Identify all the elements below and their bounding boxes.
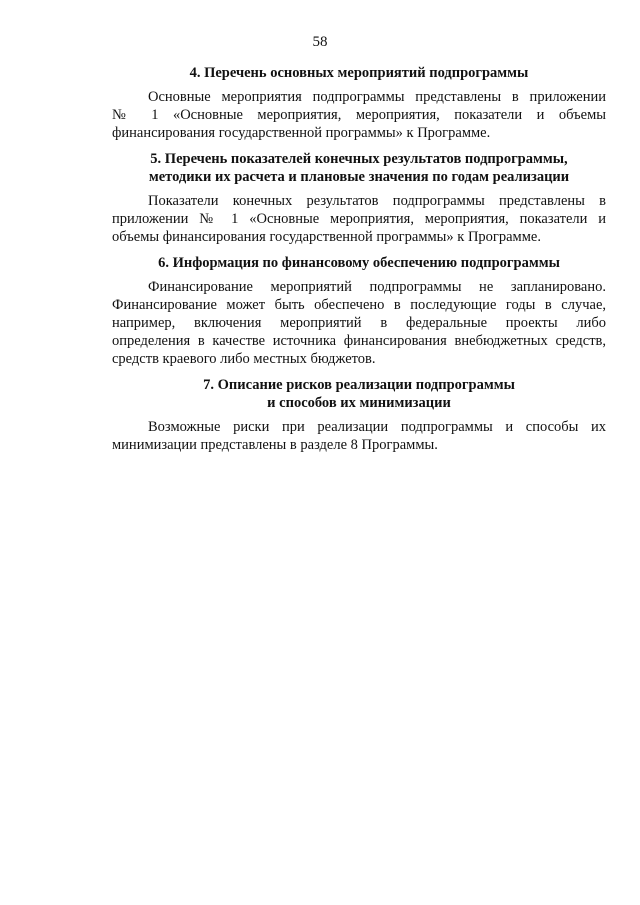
- section-7: [112, 376, 606, 454]
- paragraph-line: средств краевого либо местных бюджетов.: [112, 351, 376, 367]
- paragraph-line: Финансирование может быть обеспечено в последующие годы в случае,: [112, 297, 606, 313]
- paragraph-line: Основные мероприятия подпрограммы представлены в приложении: [148, 89, 606, 105]
- section-4-heading: [112, 64, 606, 82]
- page-number: 58: [312, 34, 328, 50]
- heading-line: 4. Перечень основных мероприятий подпрограммы: [189, 65, 529, 81]
- section-4: [112, 64, 606, 142]
- paragraph-line: финансирования государственной программы» к Программе.: [112, 125, 491, 141]
- paragraph-line: приложении № 1 «Основные мероприятия, мероприятия, показатели и: [112, 211, 606, 227]
- heading-line: 5. Перечень показателей конечных результатов подпрограммы,: [150, 151, 568, 167]
- document-body: [112, 64, 606, 462]
- section-5-paragraph: [112, 192, 606, 246]
- section-7-heading: [112, 376, 606, 412]
- paragraph-line: объемы финансирования государственной программы» к Программе.: [112, 229, 541, 245]
- heading-line: 7. Описание рисков реализации подпрограммы: [203, 377, 515, 393]
- section-7-paragraph: [112, 418, 606, 454]
- paragraph-line: Показатели конечных результатов подпрограммы представлены в: [148, 193, 606, 209]
- heading-line: 6. Информация по финансовому обеспечению подпрограммы: [158, 255, 560, 271]
- paragraph-line: Возможные риски при реализации подпрограммы и способы их: [148, 419, 606, 435]
- paragraph-line: Финансирование мероприятий подпрограммы не запланировано.: [148, 279, 606, 295]
- section-6: [112, 254, 606, 368]
- section-4-paragraph: [112, 88, 606, 142]
- section-5-heading: [112, 150, 606, 186]
- paragraph-line: № 1 «Основные мероприятия, мероприятия, показатели и объемы: [112, 107, 606, 123]
- paragraph-line: определения в качестве источника финансирования внебюджетных средств,: [112, 333, 606, 349]
- section-6-heading: [112, 254, 606, 272]
- paragraph-line: например, включения мероприятий в федеральные проекты либо: [112, 315, 606, 331]
- section-6-paragraph: [112, 278, 606, 368]
- paragraph-line: минимизации представлены в разделе 8 Программы.: [112, 437, 438, 453]
- section-5: [112, 150, 606, 246]
- heading-line: и способов их минимизации: [267, 395, 451, 411]
- heading-line: методики их расчета и плановые значения по годам реализации: [148, 169, 570, 185]
